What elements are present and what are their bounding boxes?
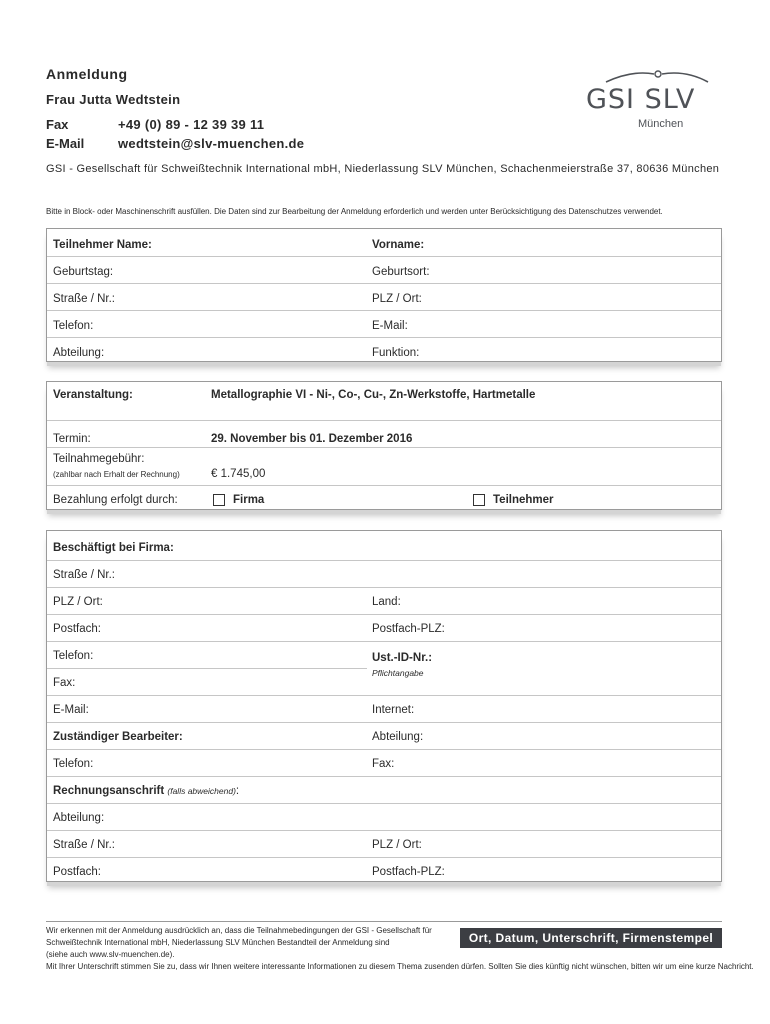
row-company-city	[47, 587, 721, 614]
terms-line-2: Schweißtechnik International mbH, Niederlassung SLV München Bestandteil der Anmeldung sind	[46, 938, 390, 947]
function-field[interactable]: Funktion:	[372, 347, 420, 359]
row-contact-phone	[47, 749, 721, 776]
fax-value: +49 (0) 89 - 12 39 39 11	[118, 117, 265, 132]
payment-label: Bezahlung erfolgt durch:	[53, 494, 178, 506]
company-pobox-zip-field[interactable]: Postfach-PLZ:	[372, 623, 445, 635]
contact-department-field[interactable]: Abteilung:	[372, 731, 424, 743]
contact-fax-field[interactable]: Fax:	[372, 758, 395, 770]
email-field[interactable]: E-Mail:	[372, 320, 408, 332]
date-label: Termin:	[53, 433, 91, 445]
company-street-field[interactable]: Straße / Nr.:	[53, 569, 115, 581]
billing-heading	[53, 785, 239, 797]
billing-street-field[interactable]: Straße / Nr.:	[53, 839, 115, 851]
company-checkbox[interactable]	[213, 494, 225, 506]
vat-field[interactable]: Ust.-ID-Nr.:	[372, 652, 433, 664]
employer-field[interactable]: Beschäftigt bei Firma:	[53, 542, 174, 554]
participant-firstname-field[interactable]: Vorname:	[372, 239, 425, 251]
row-payment	[47, 485, 721, 511]
row-department	[47, 337, 721, 363]
event-title: Metallographie VI - Ni-, Co-, Cu-, Zn-Werkstoffe, Hartmetalle	[211, 389, 536, 401]
event-section	[46, 381, 722, 510]
event-label: Veranstaltung:	[53, 389, 133, 401]
row-name	[47, 229, 721, 256]
billing-pobox-field[interactable]: Postfach:	[53, 866, 101, 878]
birthday-field[interactable]: Geburtstag:	[53, 266, 114, 278]
fee-label: Teilnahmegebühr:	[53, 453, 145, 465]
row-billing-pobox	[47, 857, 721, 883]
contact-phone-field[interactable]: Telefon:	[53, 758, 94, 770]
row-billing-department	[47, 803, 721, 830]
fax-label: Fax	[46, 117, 69, 132]
participant-name-field[interactable]: Teilnehmer Name:	[53, 239, 152, 251]
department-field[interactable]: Abteilung:	[53, 347, 105, 359]
footer-divider	[46, 921, 722, 922]
billing-zip-city-field[interactable]: PLZ / Ort:	[372, 839, 422, 851]
consent-line: Mit Ihrer Unterschrift stimmen Sie zu, dass wir Ihnen weitere interessante Informationen zu diesem Thema zusenden dürfen. Sollten Sie dies künftig nicht wünschen, bitten wir um eine kurze Nachricht.	[46, 962, 754, 971]
street-field[interactable]: Straße / Nr.:	[53, 293, 115, 305]
phone-field[interactable]: Telefon:	[53, 320, 94, 332]
phone-fax-divider	[47, 668, 367, 669]
company-phone-field[interactable]: Telefon:	[53, 650, 94, 662]
fee-value: € 1.745,00	[211, 468, 266, 480]
row-billing-header	[47, 776, 721, 803]
billing-pobox-zip-field[interactable]: Postfach-PLZ:	[372, 866, 445, 878]
participant-checkbox[interactable]	[473, 494, 485, 506]
billing-colon: :	[235, 785, 240, 797]
logo-arc-icon	[604, 66, 714, 84]
row-company-pobox	[47, 614, 721, 641]
email-label: E-Mail	[46, 136, 85, 151]
billing-department-field[interactable]: Abteilung:	[53, 812, 105, 824]
company-option-label: Firma	[233, 494, 265, 506]
terms-line-1: Wir erkennen mit der Anmeldung ausdrücklich an, dass die Teilnahmebedingungen der GSI - Gesellschaft für	[46, 926, 432, 935]
signature-field[interactable]: Ort, Datum, Unterschrift, Firmenstempel	[460, 928, 722, 948]
row-date	[47, 420, 721, 447]
birthplace-field[interactable]: Geburtsort:	[372, 266, 430, 278]
logo-text: GSI SLV	[586, 84, 696, 115]
vat-required-note: Pflichtangabe	[372, 668, 424, 678]
company-internet-field[interactable]: Internet:	[372, 704, 415, 716]
billing-title: Rechnungsanschrift	[53, 785, 165, 797]
fee-note: (zahlbar nach Erhalt der Rechnung)	[53, 470, 180, 479]
email-value[interactable]: wedtstein@slv-muenchen.de	[118, 136, 305, 151]
date-value: 29. November bis 01. Dezember 2016	[211, 433, 413, 445]
company-section	[46, 530, 722, 882]
row-contact	[47, 310, 721, 337]
row-billing-address	[47, 830, 721, 857]
row-company-web	[47, 695, 721, 722]
company-pobox-field[interactable]: Postfach:	[53, 623, 101, 635]
company-zip-city-field[interactable]: PLZ / Ort:	[53, 596, 103, 608]
company-email-field[interactable]: E-Mail:	[53, 704, 89, 716]
row-fee	[47, 447, 721, 485]
participant-option-label: Teilnehmer	[493, 494, 554, 506]
contact-name: Frau Jutta Wedtstein	[46, 92, 181, 107]
row-company-phone-vat	[47, 641, 721, 695]
row-address	[47, 283, 721, 310]
address-line: GSI - Gesellschaft für Schweißtechnik International mbH, Niederlassung SLV München, Schachenmeierstraße 37, 80636 München	[46, 163, 720, 175]
row-employer	[47, 531, 721, 560]
terms-line-3: (siehe auch www.slv-muenchen.de).	[46, 950, 175, 959]
company-country-field[interactable]: Land:	[372, 596, 401, 608]
logo-subtitle: München	[638, 118, 684, 130]
company-fax-field[interactable]: Fax:	[53, 677, 76, 689]
billing-note: (falls abweichend)	[167, 786, 236, 796]
row-event	[47, 382, 721, 420]
instruction-note: Bitte in Block- oder Maschinenschrift ausfüllen. Die Daten sind zur Bearbeitung der Anmeldung erforderlich und werden unter Berücksichtigung des Datenschutzes verwendet.	[46, 207, 663, 216]
row-company-street	[47, 560, 721, 587]
row-birth	[47, 256, 721, 283]
form-title: Anmeldung	[46, 66, 128, 82]
zip-city-field[interactable]: PLZ / Ort:	[372, 293, 422, 305]
participant-section	[46, 228, 722, 362]
row-contact-person	[47, 722, 721, 749]
contact-person-field[interactable]: Zuständiger Bearbeiter:	[53, 731, 183, 743]
gsi-slv-logo	[586, 66, 726, 136]
